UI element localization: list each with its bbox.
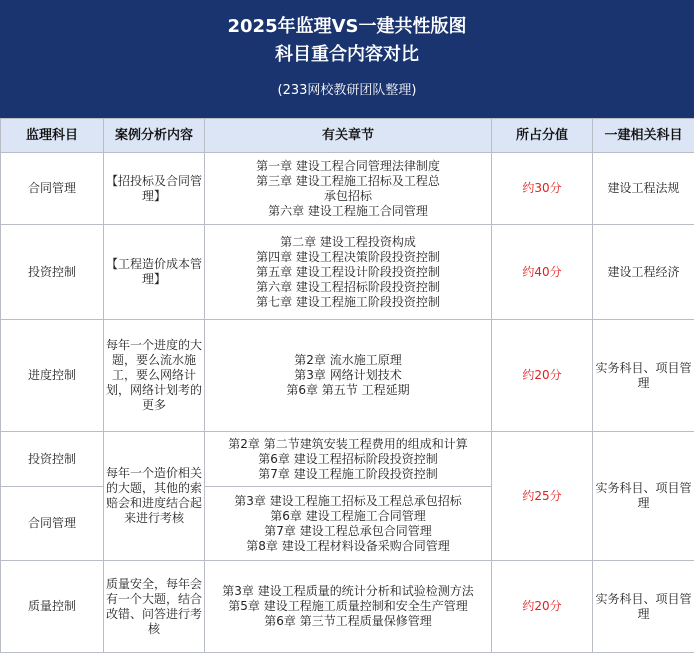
chapter-line: 第3章 建设工程质量的统计分析和试验检测方法 [222,584,474,598]
chapters-cell [205,225,492,320]
chapters-cell [205,487,492,561]
column-header-case: 案例分析内容 [104,119,205,153]
chapter-line: 第三章 建设工程施工招标及工程总 [256,173,440,188]
chapter-line: 第7章 建设工程总承包合同管理 [264,523,432,538]
subject-cell: 进度控制 [1,320,104,432]
chapter-line: 第二章 建设工程投资构成 [280,234,416,249]
chapter-line: 第2章 流水施工原理 [294,353,402,367]
chapters-cell [205,432,492,487]
chapter-line: 承包招标 [323,188,372,203]
chapter-line: 第7章 建设工程施工阶段投资控制 [258,466,438,481]
chapter-line: 第六章 建设工程施工合同管理 [268,203,428,218]
source-note: (233网校教研团队整理) [277,83,417,98]
table-row [1,432,694,487]
chapter-line: 第一章 建设工程合同管理法律制度 [256,158,440,173]
related-cell: 建设工程经济 [593,225,694,320]
case-cell: 每年一个造价相关的大题，其他的索赔会和进度结合起来进行考核 [104,432,205,561]
chapters-cell [205,561,492,653]
chapter-line: 第3章 网络计划技术 [294,368,402,382]
chapters-cell [205,153,492,225]
chapter-line: 第6章 建设工程招标阶段投资控制 [258,451,438,466]
chapter-line: 第6章 第五节 工程延期 [286,383,410,397]
score-cell: 约25分 [492,432,593,561]
table-row [1,225,694,320]
related-cell: 实务科目、项目管理 [593,320,694,432]
case-cell: 【招投标及合同管理】 [104,153,205,225]
column-header-related: 一建相关科目 [593,119,694,153]
related-cell: 建设工程法规 [593,153,694,225]
score-cell: 约20分 [492,320,593,432]
score-cell: 约40分 [492,225,593,320]
chapter-line: 第3章 建设工程施工招标及工程总承包招标 [234,493,462,508]
table-header-row [1,119,694,153]
chapter-line: 第2章 第二节建筑安装工程费用的组成和计算 [228,436,468,451]
related-cell: 实务科目、项目管理 [593,561,694,653]
chapter-line: 第七章 建设工程施工阶段投资控制 [256,294,440,309]
subject-cell: 投资控制 [1,225,104,320]
score-cell: 约20分 [492,561,593,653]
score-cell: 约30分 [492,153,593,225]
chapter-line: 第6章 建设工程施工合同管理 [270,508,426,523]
chapters-cell [205,320,492,432]
case-cell: 【工程造价成本管理】 [104,225,205,320]
related-cell: 实务科目、项目管理 [593,432,694,561]
chapter-line: 第5章 建设工程施工质量控制和安全生产管理 [228,599,468,613]
subject-cell: 投资控制 [1,432,104,487]
page-title: 2025年监理VS一建共性版图 [227,16,467,37]
subject-cell: 合同管理 [1,487,104,561]
table-row [1,153,694,225]
subject-cell: 合同管理 [1,153,104,225]
comparison-table [0,118,694,653]
case-cell: 每年一个进度的大题，要么流水施工，要么网络计划，网络计划考的更多 [104,320,205,432]
column-header-chapters: 有关章节 [205,119,492,153]
chapter-line: 第六章 建设工程招标阶段投资控制 [256,279,440,294]
chapter-line: 第8章 建设工程材料设备采购合同管理 [246,538,450,553]
page-subtitle: 科目重合内容对比 [275,44,419,65]
title-banner [0,0,694,118]
column-header-score: 所占分值 [492,119,593,153]
case-cell: 质量安全，每年会有一个大题，结合改错、问答进行考核 [104,561,205,653]
column-header-subject: 监理科目 [1,119,104,153]
chapter-line: 第五章 建设工程设计阶段投资控制 [256,264,440,279]
chapter-line: 第四章 建设工程决策阶段投资控制 [256,249,440,264]
chapter-line: 第6章 第三节工程质量保修管理 [264,614,432,628]
table-row [1,320,694,432]
table-row [1,561,694,653]
subject-cell: 质量控制 [1,561,104,653]
